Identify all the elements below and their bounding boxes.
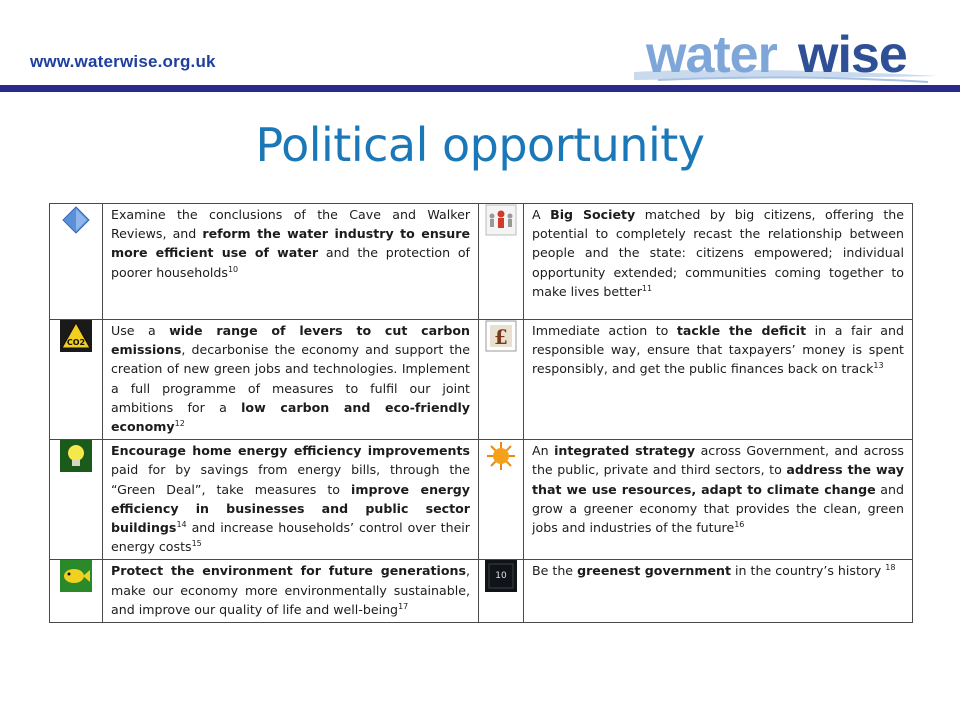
footnote-ref: 13 bbox=[873, 361, 884, 371]
policy-text bbox=[103, 320, 479, 440]
text-segment: in a fair and responsible way, ensure that taxpayers’ money is spent responsibly, and get the public finances back on track bbox=[532, 323, 904, 377]
sun-icon bbox=[485, 440, 517, 472]
header-divider bbox=[0, 85, 960, 92]
bold-text: Protect the environment for future generations bbox=[111, 563, 466, 579]
bold-text: reform the water industry to ensure more efficient use of water bbox=[111, 226, 471, 261]
bold-text: low carbon and eco-friendly economy bbox=[111, 399, 470, 435]
footnote-ref: 17 bbox=[398, 601, 409, 611]
footnote-ref: 16 bbox=[734, 520, 745, 530]
text-segment: and increase households’ control over their energy costs bbox=[111, 520, 470, 555]
svg-text:CO2: CO2 bbox=[66, 338, 86, 347]
policy-text bbox=[103, 560, 479, 623]
icon-cell bbox=[50, 320, 103, 440]
policy-text bbox=[524, 204, 913, 320]
table-row bbox=[50, 320, 913, 440]
text-segment: An bbox=[532, 443, 555, 459]
policy-table bbox=[49, 203, 913, 623]
logo-word-wise: wise bbox=[798, 26, 907, 84]
text-segment: Be the bbox=[532, 563, 578, 579]
text-segment: and the protection of poorer households bbox=[111, 245, 470, 280]
bold-text: wide range of levers to cut carbon emissions bbox=[111, 323, 470, 358]
bold-text: integrated strategy bbox=[554, 443, 696, 459]
logo-word-water: water bbox=[646, 26, 777, 84]
policy-text bbox=[524, 320, 913, 440]
bold-text: greenest government bbox=[577, 563, 732, 579]
text-segment: paid for by savings from energy bills, through the “Green Deal”, take measures to bbox=[111, 462, 470, 497]
policy-text bbox=[524, 560, 913, 623]
text-segment: Examine the conclusions of the Cave and Walker Reviews, and bbox=[111, 207, 470, 242]
text-segment: in the country’s history bbox=[731, 563, 886, 579]
icon-cell bbox=[479, 204, 524, 320]
bold-text: tackle the deficit bbox=[676, 323, 807, 338]
table-row bbox=[50, 560, 913, 623]
footnote-ref: 10 bbox=[227, 264, 239, 274]
icon-cell bbox=[50, 440, 103, 560]
text-segment: Use a bbox=[111, 323, 170, 338]
footnote-ref: 12 bbox=[174, 419, 185, 429]
bold-text: Big Society bbox=[550, 207, 636, 222]
text-segment: Immediate action to bbox=[532, 323, 677, 338]
text-segment: across Government, and across the public, private and third sectors, to bbox=[532, 443, 904, 478]
table-row bbox=[50, 204, 913, 320]
bold-text: address the way that we use resources, adapt to climate change bbox=[532, 462, 905, 497]
bold-text: improve energy efficiency in businesses and public sector buildings bbox=[111, 481, 471, 536]
text-segment: and grow a greener economy that provides the clean, green jobs and industries of the future bbox=[532, 481, 904, 536]
water-drop-icon bbox=[60, 204, 92, 236]
icon-cell bbox=[50, 204, 103, 320]
svg-text:10: 10 bbox=[495, 571, 507, 582]
light-bulb-icon bbox=[60, 440, 92, 472]
text-segment: , make our economy more environmentally sustainable, and improve our quality of life and well-being bbox=[111, 563, 470, 617]
big-society-people-icon bbox=[485, 204, 517, 236]
number-10-door-icon bbox=[485, 560, 517, 592]
policy-text bbox=[103, 204, 479, 320]
footnote-ref: 11 bbox=[641, 283, 653, 293]
pound-sign-icon bbox=[485, 320, 517, 352]
table-row bbox=[50, 440, 913, 560]
footnote-ref: 14 bbox=[176, 520, 187, 530]
co2-warning-icon bbox=[60, 320, 92, 352]
icon-cell bbox=[479, 560, 524, 623]
text-segment: A bbox=[532, 207, 551, 222]
footnote-ref: 18 bbox=[885, 563, 896, 573]
icon-cell bbox=[479, 320, 524, 440]
icon-cell bbox=[479, 440, 524, 560]
slide-title: Political opportunity bbox=[255, 118, 705, 172]
policy-text bbox=[103, 440, 479, 560]
fish-icon bbox=[60, 560, 92, 592]
waterwise-logo bbox=[628, 20, 948, 90]
bold-text: Encourage home energy efficiency improvements bbox=[111, 443, 470, 459]
policy-text bbox=[524, 440, 913, 560]
icon-cell bbox=[50, 560, 103, 623]
footnote-ref: 15 bbox=[191, 539, 202, 549]
svg-text:£: £ bbox=[494, 325, 508, 349]
text-segment: , decarbonise the economy and support the creation of new green jobs and technologies. Implement a full programme of measures to fulfil our joint ambitions for a bbox=[111, 342, 470, 415]
text-segment: matched by big citizens, offering the potential to completely recast the relationship between people and the state: citizens empowered; individual opportunity extended; communities coming together to make lives better bbox=[532, 207, 904, 299]
site-url-link[interactable]: www.waterwise.org.uk bbox=[30, 52, 216, 71]
